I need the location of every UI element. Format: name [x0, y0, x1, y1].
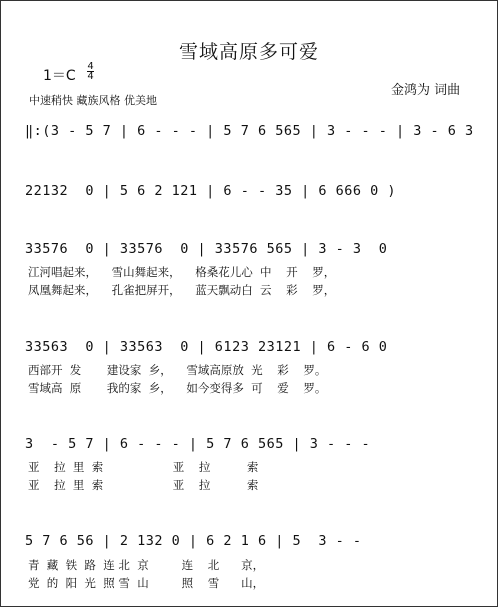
key-signature: 1＝C [43, 68, 76, 84]
meter-bottom: 4 [87, 71, 94, 82]
lyric-line: 亚 拉 里 索 亚 拉 索 [28, 460, 259, 474]
staff-row-1: ‖:(3 - 5 7 | 6 - - - | 5 7 6 565 | 3 - - - | 3 - 6 3 [25, 123, 474, 139]
time-signature [87, 62, 94, 81]
staff-row-6: 5 7 6 56 | 2 132 0 | 6 2 1 6 | 5 3 - - [25, 533, 362, 549]
composer-credit: 金鸿为 词曲 [391, 83, 461, 98]
staff-row-2: 22132 0 | 5 6 2 121 | 6 - - 35 | 6 666 0 ) [25, 183, 396, 199]
lyric-line: 凤凰舞起来， 孔雀把屏开， 蓝天飘动白 云 彩 罗， [28, 283, 336, 297]
lyric-line: 雪域高 原 我的家 乡， 如今变得多 可 爱 罗。 [28, 381, 327, 395]
song-title: 雪域高原多可爱 [178, 41, 319, 63]
staff-row-3: 33576 0 | 33576 0 | 33576 565 | 3 - 3 0 [25, 241, 388, 257]
staff-row-5: 3 - 5 7 | 6 - - - | 5 7 6 565 | 3 - - - [25, 436, 371, 452]
lyric-line: 党 的 阳 光 照 雪 山 照 雪 山， [28, 576, 265, 590]
lyric-line: 亚 拉 里 索 亚 拉 索 [28, 478, 259, 492]
lyric-line: 青 藏 铁 路 连 北 京 连 北 京， [28, 558, 265, 572]
staff-row-4: 33563 0 | 33563 0 | 6123 23121 | 6 - 6 0 [25, 339, 388, 355]
lyric-line: 西部开 发 建设家 乡， 雪域高原放 光 彩 罗。 [28, 363, 327, 377]
lyric-line: 江河唱起来， 雪山舞起来， 格桑花儿心 中 开 罗， [28, 265, 336, 279]
meter-top: 4 [87, 61, 94, 72]
tempo-marking: 中速稍快 藏族风格 优美地 [29, 94, 157, 107]
